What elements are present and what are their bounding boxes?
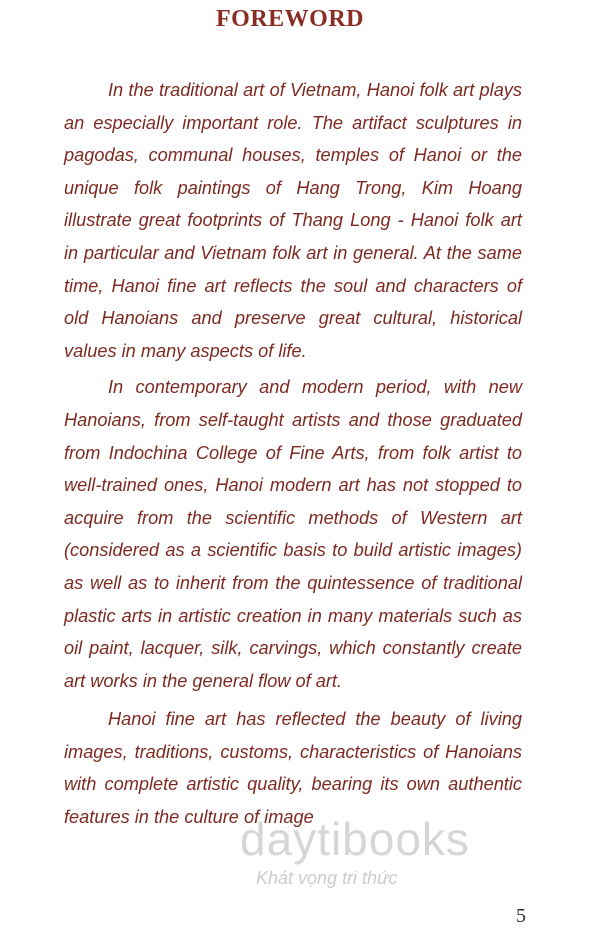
paragraph-1: In the traditional art of Vietnam, Hanoi folk art plays an especially important role. The artifact sculptures in pagodas, communal houses, temples of Hanoi or the unique folk paintings of Hang Trong, Kim Hoang illustrate great footprints of Thang Long - Hanoi folk art in particular and Vietnam folk art in general. At the same time, Hanoi fine art reflects the soul and characters of old Hanoians and preserve great cultural, historical values in many aspects of life. xyxy=(64,80,522,361)
paragraph-2: In contemporary and modern period, with new Hanoians, from self-taught artists and those graduated from Indochina College of Fine Arts, from folk artist to well-trained ones, Hanoi modern art has not stopped to acquire from the scientific methods of Western art (considered as a scientific basis to build artistic images) as well as to inherit from the quintessence of traditional plastic arts in artistic creation in many materials such as oil paint, lacquer, silk, carvings, which constantly create art works in the general flow of art. xyxy=(64,377,522,691)
paragraph-3: Hanoi fine art has reflected the beauty of living images, traditions, customs, characteristics of Hanoians with complete artistic quality, bearing its own authentic features in the culture of image xyxy=(64,709,522,828)
page-title: FOREWORD xyxy=(216,6,364,32)
foreword-body xyxy=(64,74,522,838)
publisher-watermark-slogan: Khát vọng tri thức xyxy=(256,868,398,888)
publisher-watermark: daytibooks xyxy=(240,813,470,865)
page-number: 5 xyxy=(516,905,526,927)
